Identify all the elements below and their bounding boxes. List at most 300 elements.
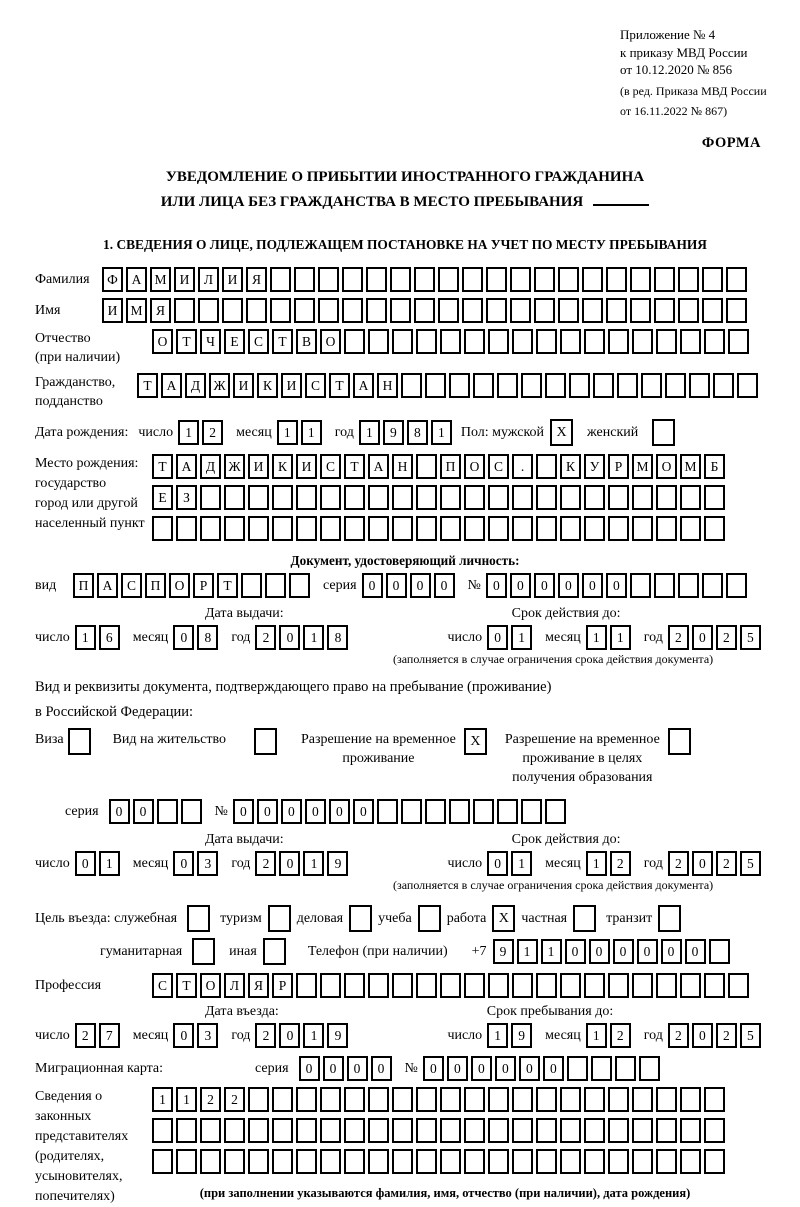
form-cell[interactable]: [558, 298, 579, 323]
form-cell[interactable]: [656, 485, 677, 510]
form-cell[interactable]: [440, 516, 461, 541]
form-cell[interactable]: 2: [75, 1023, 96, 1048]
form-cell[interactable]: 0: [423, 1056, 444, 1081]
form-cell[interactable]: [272, 1118, 293, 1143]
form-cell[interactable]: [200, 485, 221, 510]
form-cell[interactable]: [678, 267, 699, 292]
form-cell[interactable]: [296, 485, 317, 510]
form-cell[interactable]: Ж: [209, 373, 230, 398]
purpose-study-checkbox[interactable]: [418, 905, 441, 932]
form-cell[interactable]: [248, 516, 269, 541]
form-cell[interactable]: [152, 1118, 173, 1143]
form-cell[interactable]: [296, 1149, 317, 1174]
form-cell[interactable]: [617, 373, 638, 398]
form-cell[interactable]: 1: [303, 625, 324, 650]
form-cell[interactable]: К: [257, 373, 278, 398]
form-cell[interactable]: 0: [386, 573, 407, 598]
form-cell[interactable]: [272, 1149, 293, 1174]
form-cell[interactable]: 1: [303, 851, 324, 876]
form-cell[interactable]: [737, 373, 758, 398]
form-cell[interactable]: [536, 454, 557, 479]
form-cell[interactable]: [416, 454, 437, 479]
purpose-official-checkbox[interactable]: [187, 905, 210, 932]
form-cell[interactable]: [680, 1149, 701, 1174]
form-cell[interactable]: [632, 485, 653, 510]
form-cell[interactable]: 9: [327, 851, 348, 876]
form-cell[interactable]: 9: [327, 1023, 348, 1048]
form-cell[interactable]: [512, 516, 533, 541]
form-cell[interactable]: [704, 1149, 725, 1174]
form-cell[interactable]: И: [174, 267, 195, 292]
form-cell[interactable]: С: [121, 573, 142, 598]
form-cell[interactable]: [181, 799, 202, 824]
form-cell[interactable]: 1: [359, 420, 380, 445]
form-cell[interactable]: Е: [224, 329, 245, 354]
form-cell[interactable]: [241, 573, 262, 598]
form-cell[interactable]: [510, 267, 531, 292]
sex-male-checkbox[interactable]: X: [550, 419, 573, 446]
form-cell[interactable]: 0: [279, 1023, 300, 1048]
form-cell[interactable]: [654, 573, 675, 598]
form-cell[interactable]: [392, 1118, 413, 1143]
form-cell[interactable]: [425, 373, 446, 398]
form-cell[interactable]: В: [296, 329, 317, 354]
form-cell[interactable]: [248, 1118, 269, 1143]
form-cell[interactable]: С: [320, 454, 341, 479]
form-cell[interactable]: 2: [255, 851, 276, 876]
form-cell[interactable]: [320, 1118, 341, 1143]
form-cell[interactable]: [728, 329, 749, 354]
form-cell[interactable]: [449, 799, 470, 824]
form-cell[interactable]: О: [152, 329, 173, 354]
form-cell[interactable]: [680, 973, 701, 998]
form-cell[interactable]: [486, 267, 507, 292]
form-cell[interactable]: [464, 973, 485, 998]
form-cell[interactable]: [534, 298, 555, 323]
form-cell[interactable]: [224, 1118, 245, 1143]
form-cell[interactable]: [416, 485, 437, 510]
form-cell[interactable]: 0: [410, 573, 431, 598]
form-cell[interactable]: 1: [586, 625, 607, 650]
form-cell[interactable]: [488, 329, 509, 354]
form-cell[interactable]: [368, 329, 389, 354]
visa-checkbox[interactable]: [68, 728, 91, 755]
form-cell[interactable]: [665, 373, 686, 398]
form-cell[interactable]: [174, 298, 195, 323]
form-cell[interactable]: З: [176, 485, 197, 510]
form-cell[interactable]: 0: [305, 799, 326, 824]
form-cell[interactable]: [608, 1118, 629, 1143]
form-cell[interactable]: [606, 267, 627, 292]
form-cell[interactable]: [512, 973, 533, 998]
form-cell[interactable]: [464, 329, 485, 354]
form-cell[interactable]: Ж: [224, 454, 245, 479]
form-cell[interactable]: [702, 298, 723, 323]
form-cell[interactable]: [512, 1087, 533, 1112]
form-cell[interactable]: [392, 485, 413, 510]
form-cell[interactable]: [536, 485, 557, 510]
form-cell[interactable]: [392, 1087, 413, 1112]
form-cell[interactable]: [462, 298, 483, 323]
form-cell[interactable]: 1: [176, 1087, 197, 1112]
form-cell[interactable]: [401, 799, 422, 824]
form-cell[interactable]: 1: [541, 939, 562, 964]
form-cell[interactable]: 0: [233, 799, 254, 824]
form-cell[interactable]: [488, 973, 509, 998]
form-cell[interactable]: [440, 329, 461, 354]
form-cell[interactable]: 0: [279, 625, 300, 650]
form-cell[interactable]: [464, 1118, 485, 1143]
form-cell[interactable]: [296, 1118, 317, 1143]
form-cell[interactable]: К: [272, 454, 293, 479]
form-cell[interactable]: А: [176, 454, 197, 479]
form-cell[interactable]: [497, 373, 518, 398]
form-cell[interactable]: [368, 1149, 389, 1174]
form-cell[interactable]: [728, 973, 749, 998]
form-cell[interactable]: [464, 516, 485, 541]
form-cell[interactable]: [464, 485, 485, 510]
form-cell[interactable]: [630, 267, 651, 292]
form-cell[interactable]: [641, 373, 662, 398]
form-cell[interactable]: [318, 298, 339, 323]
form-cell[interactable]: [608, 1087, 629, 1112]
form-cell[interactable]: [680, 516, 701, 541]
form-cell[interactable]: [248, 485, 269, 510]
form-cell[interactable]: С: [248, 329, 269, 354]
form-cell[interactable]: [704, 973, 725, 998]
form-cell[interactable]: [368, 1087, 389, 1112]
form-cell[interactable]: [510, 298, 531, 323]
form-cell[interactable]: И: [102, 298, 123, 323]
form-cell[interactable]: 8: [197, 625, 218, 650]
form-cell[interactable]: [342, 298, 363, 323]
form-cell[interactable]: [726, 298, 747, 323]
residence-permit-checkbox[interactable]: [254, 728, 277, 755]
form-cell[interactable]: [248, 1087, 269, 1112]
form-cell[interactable]: Р: [193, 573, 214, 598]
form-cell[interactable]: [438, 267, 459, 292]
form-cell[interactable]: У: [584, 454, 605, 479]
form-cell[interactable]: [656, 329, 677, 354]
form-cell[interactable]: 8: [327, 625, 348, 650]
form-cell[interactable]: 0: [173, 625, 194, 650]
form-cell[interactable]: [318, 267, 339, 292]
form-cell[interactable]: [224, 485, 245, 510]
form-cell[interactable]: [567, 1056, 588, 1081]
form-cell[interactable]: [200, 516, 221, 541]
form-cell[interactable]: 1: [75, 625, 96, 650]
form-cell[interactable]: 0: [510, 573, 531, 598]
form-cell[interactable]: [488, 485, 509, 510]
form-cell[interactable]: [680, 485, 701, 510]
form-cell[interactable]: [416, 516, 437, 541]
form-cell[interactable]: 0: [487, 625, 508, 650]
form-cell[interactable]: [536, 1118, 557, 1143]
form-cell[interactable]: [414, 267, 435, 292]
form-cell[interactable]: 0: [543, 1056, 564, 1081]
form-cell[interactable]: [152, 516, 173, 541]
purpose-humanitarian-checkbox[interactable]: [192, 938, 215, 965]
form-cell[interactable]: 1: [487, 1023, 508, 1048]
form-cell[interactable]: Т: [272, 329, 293, 354]
form-cell[interactable]: .: [512, 454, 533, 479]
form-cell[interactable]: [344, 973, 365, 998]
form-cell[interactable]: О: [656, 454, 677, 479]
form-cell[interactable]: 2: [716, 625, 737, 650]
form-cell[interactable]: [678, 573, 699, 598]
form-cell[interactable]: [584, 516, 605, 541]
form-cell[interactable]: 1: [517, 939, 538, 964]
form-cell[interactable]: Т: [176, 973, 197, 998]
form-cell[interactable]: 0: [299, 1056, 320, 1081]
form-cell[interactable]: [222, 298, 243, 323]
form-cell[interactable]: [608, 516, 629, 541]
form-cell[interactable]: Т: [329, 373, 350, 398]
form-cell[interactable]: 0: [534, 573, 555, 598]
form-cell[interactable]: [416, 1149, 437, 1174]
form-cell[interactable]: [680, 1087, 701, 1112]
form-cell[interactable]: С: [305, 373, 326, 398]
form-cell[interactable]: 0: [692, 851, 713, 876]
form-cell[interactable]: [560, 329, 581, 354]
form-cell[interactable]: [512, 485, 533, 510]
form-cell[interactable]: [270, 298, 291, 323]
form-cell[interactable]: [584, 1118, 605, 1143]
purpose-private-checkbox[interactable]: [573, 905, 596, 932]
sex-female-checkbox[interactable]: [652, 419, 675, 446]
form-cell[interactable]: [401, 373, 422, 398]
form-cell[interactable]: 1: [301, 420, 322, 445]
form-cell[interactable]: 0: [329, 799, 350, 824]
form-cell[interactable]: [320, 973, 341, 998]
form-cell[interactable]: 1: [431, 420, 452, 445]
form-cell[interactable]: 2: [716, 851, 737, 876]
form-cell[interactable]: [536, 516, 557, 541]
form-cell[interactable]: 0: [692, 1023, 713, 1048]
form-cell[interactable]: [414, 298, 435, 323]
form-cell[interactable]: [702, 267, 723, 292]
form-cell[interactable]: 0: [257, 799, 278, 824]
form-cell[interactable]: [560, 1118, 581, 1143]
form-cell[interactable]: 2: [200, 1087, 221, 1112]
form-cell[interactable]: 9: [493, 939, 514, 964]
form-cell[interactable]: [545, 799, 566, 824]
form-cell[interactable]: 2: [716, 1023, 737, 1048]
form-cell[interactable]: [560, 973, 581, 998]
form-cell[interactable]: Ч: [200, 329, 221, 354]
form-cell[interactable]: О: [169, 573, 190, 598]
form-cell[interactable]: И: [222, 267, 243, 292]
form-cell[interactable]: [704, 516, 725, 541]
form-cell[interactable]: 0: [613, 939, 634, 964]
form-cell[interactable]: [320, 1149, 341, 1174]
form-cell[interactable]: [392, 516, 413, 541]
form-cell[interactable]: [296, 1087, 317, 1112]
form-cell[interactable]: [270, 267, 291, 292]
form-cell[interactable]: [344, 1118, 365, 1143]
form-cell[interactable]: Е: [152, 485, 173, 510]
form-cell[interactable]: 0: [279, 851, 300, 876]
form-cell[interactable]: 0: [685, 939, 706, 964]
form-cell[interactable]: Н: [392, 454, 413, 479]
form-cell[interactable]: 0: [565, 939, 586, 964]
form-cell[interactable]: 0: [173, 851, 194, 876]
form-cell[interactable]: [632, 1118, 653, 1143]
form-cell[interactable]: 1: [511, 625, 532, 650]
form-cell[interactable]: [176, 1149, 197, 1174]
form-cell[interactable]: [368, 1118, 389, 1143]
form-cell[interactable]: [462, 267, 483, 292]
form-cell[interactable]: [678, 298, 699, 323]
form-cell[interactable]: [521, 373, 542, 398]
form-cell[interactable]: 0: [434, 573, 455, 598]
form-cell[interactable]: [488, 1118, 509, 1143]
purpose-transit-checkbox[interactable]: [658, 905, 681, 932]
form-cell[interactable]: Ф: [102, 267, 123, 292]
edu-permit-checkbox[interactable]: [668, 728, 691, 755]
form-cell[interactable]: [704, 485, 725, 510]
form-cell[interactable]: [558, 267, 579, 292]
form-cell[interactable]: 7: [99, 1023, 120, 1048]
form-cell[interactable]: [497, 799, 518, 824]
form-cell[interactable]: [584, 973, 605, 998]
form-cell[interactable]: 0: [558, 573, 579, 598]
form-cell[interactable]: [416, 1118, 437, 1143]
form-cell[interactable]: [320, 516, 341, 541]
form-cell[interactable]: [584, 1149, 605, 1174]
form-cell[interactable]: А: [368, 454, 389, 479]
form-cell[interactable]: Б: [704, 454, 725, 479]
form-cell[interactable]: [608, 485, 629, 510]
form-cell[interactable]: [726, 267, 747, 292]
form-cell[interactable]: [265, 573, 286, 598]
form-cell[interactable]: [416, 1087, 437, 1112]
form-cell[interactable]: [344, 485, 365, 510]
form-cell[interactable]: [593, 373, 614, 398]
form-cell[interactable]: 2: [255, 625, 276, 650]
purpose-business-checkbox[interactable]: [349, 905, 372, 932]
form-cell[interactable]: Д: [200, 454, 221, 479]
form-cell[interactable]: [488, 516, 509, 541]
form-cell[interactable]: 1: [586, 1023, 607, 1048]
form-cell[interactable]: [289, 573, 310, 598]
form-cell[interactable]: М: [150, 267, 171, 292]
form-cell[interactable]: [198, 298, 219, 323]
form-cell[interactable]: [157, 799, 178, 824]
form-cell[interactable]: И: [233, 373, 254, 398]
form-cell[interactable]: [512, 1118, 533, 1143]
form-cell[interactable]: [342, 267, 363, 292]
form-cell[interactable]: 2: [255, 1023, 276, 1048]
form-cell[interactable]: 0: [347, 1056, 368, 1081]
form-cell[interactable]: [560, 516, 581, 541]
form-cell[interactable]: 5: [740, 1023, 761, 1048]
form-cell[interactable]: Д: [185, 373, 206, 398]
form-cell[interactable]: О: [200, 973, 221, 998]
form-cell[interactable]: [582, 298, 603, 323]
form-cell[interactable]: 2: [202, 420, 223, 445]
form-cell[interactable]: [464, 1149, 485, 1174]
form-cell[interactable]: [246, 298, 267, 323]
form-cell[interactable]: 0: [637, 939, 658, 964]
form-cell[interactable]: М: [126, 298, 147, 323]
form-cell[interactable]: Л: [198, 267, 219, 292]
form-cell[interactable]: 0: [371, 1056, 392, 1081]
form-cell[interactable]: 5: [740, 851, 761, 876]
form-cell[interactable]: [615, 1056, 636, 1081]
form-cell[interactable]: [438, 298, 459, 323]
form-cell[interactable]: [416, 973, 437, 998]
form-cell[interactable]: 0: [495, 1056, 516, 1081]
form-cell[interactable]: [639, 1056, 660, 1081]
form-cell[interactable]: 0: [519, 1056, 540, 1081]
form-cell[interactable]: [584, 329, 605, 354]
form-cell[interactable]: М: [632, 454, 653, 479]
form-cell[interactable]: 0: [173, 1023, 194, 1048]
form-cell[interactable]: [294, 267, 315, 292]
form-cell[interactable]: [680, 329, 701, 354]
form-cell[interactable]: И: [281, 373, 302, 398]
form-cell[interactable]: [296, 516, 317, 541]
form-cell[interactable]: О: [320, 329, 341, 354]
form-cell[interactable]: [704, 1087, 725, 1112]
form-cell[interactable]: А: [353, 373, 374, 398]
form-cell[interactable]: [608, 973, 629, 998]
purpose-other-checkbox[interactable]: [263, 938, 286, 965]
form-cell[interactable]: [440, 1087, 461, 1112]
form-cell[interactable]: [473, 373, 494, 398]
form-cell[interactable]: [560, 1087, 581, 1112]
form-cell[interactable]: [713, 373, 734, 398]
form-cell[interactable]: [560, 485, 581, 510]
form-cell[interactable]: [632, 516, 653, 541]
form-cell[interactable]: Р: [608, 454, 629, 479]
form-cell[interactable]: К: [560, 454, 581, 479]
form-cell[interactable]: А: [126, 267, 147, 292]
form-cell[interactable]: [248, 1149, 269, 1174]
form-cell[interactable]: [654, 298, 675, 323]
form-cell[interactable]: [632, 1149, 653, 1174]
form-cell[interactable]: [200, 1118, 221, 1143]
form-cell[interactable]: [366, 298, 387, 323]
form-cell[interactable]: 8: [407, 420, 428, 445]
form-cell[interactable]: П: [73, 573, 94, 598]
form-cell[interactable]: 1: [277, 420, 298, 445]
form-cell[interactable]: [473, 799, 494, 824]
form-cell[interactable]: [272, 1087, 293, 1112]
form-cell[interactable]: [377, 799, 398, 824]
form-cell[interactable]: [584, 1087, 605, 1112]
form-cell[interactable]: [440, 1149, 461, 1174]
form-cell[interactable]: [726, 573, 747, 598]
form-cell[interactable]: Т: [344, 454, 365, 479]
form-cell[interactable]: 0: [589, 939, 610, 964]
form-cell[interactable]: [392, 1149, 413, 1174]
form-cell[interactable]: [344, 1087, 365, 1112]
form-cell[interactable]: П: [145, 573, 166, 598]
form-cell[interactable]: [344, 1149, 365, 1174]
form-cell[interactable]: [368, 973, 389, 998]
purpose-work-checkbox[interactable]: X: [492, 905, 515, 932]
form-cell[interactable]: 0: [486, 573, 507, 598]
form-cell[interactable]: Н: [377, 373, 398, 398]
form-cell[interactable]: 0: [661, 939, 682, 964]
form-cell[interactable]: [224, 1149, 245, 1174]
form-cell[interactable]: А: [97, 573, 118, 598]
form-cell[interactable]: 0: [109, 799, 130, 824]
form-cell[interactable]: [294, 298, 315, 323]
form-cell[interactable]: 1: [610, 625, 631, 650]
